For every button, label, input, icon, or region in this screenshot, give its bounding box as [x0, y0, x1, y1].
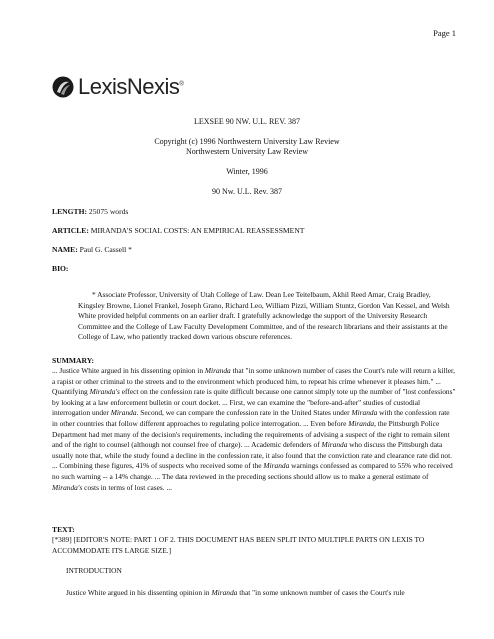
editor-note: [*389] [EDITOR'S NOTE: PART 1 OF 2. THIS DOCUMENT HAS BEEN SPLIT INTO MULTIPLE PARTS ON LEXIS TO ACCOMMODATE ITS LARGE SIZE.]: [52, 535, 425, 555]
bio-label: BIO:: [52, 264, 69, 273]
length-field: [52, 207, 452, 217]
case-name: Miranda: [351, 408, 378, 418]
summary-part: effect on the confession rate is quite difficult because one cannot simply tote up the number of "lost confessions" by looking at a law enforcement bulletin or court docket. ... First, we can examine the "before-and-after" studies of custodial interrogation under: [52, 387, 456, 418]
case-name: Miranda: [110, 408, 137, 418]
summary-part: ... Justice White argued in his dissenting opinion in: [52, 366, 205, 375]
text-field: [52, 525, 452, 535]
name-label: NAME:: [52, 245, 78, 254]
body-part: Justice White argued in his dissenting opinion in: [66, 588, 212, 597]
author-name: Paul G. Cassell *: [77, 245, 132, 254]
lexsee-cite: LEXSEE 90 NW. U.L. REV. 387: [194, 117, 300, 126]
article-field: [52, 226, 452, 236]
summary-text: [52, 366, 456, 493]
bio-field: [52, 264, 452, 274]
lexisnexis-logo-icon: [52, 76, 74, 98]
issue-date: Winter, 1996: [226, 167, 268, 176]
section-heading: INTRODUCTION: [66, 566, 122, 575]
case-name: Miranda: [211, 588, 238, 597]
page-number: Page 1: [433, 28, 456, 38]
summary-part: that "in some unknown number of cases the Court's rule will return a killer, a rapist or other criminal to the streets and to the environment which produced him, to repeat his crime whenever it pleases him." ... Quantifying: [52, 366, 456, 397]
bio-text: * Associate Professor, University of Utah College of Law. Dean Lee Teitelbaum, Akhil Reed Amar, Craig Bradley, Kingsley Browne, Lionel Frankel, Joseph Grano, Richard Leo, William Pizzi, William Stuntz, Gordon Van Kessel, and Welsh White provided helpful comments on an earlier draft. I gratefully acknowledge the support of the University Research Committee and the College of Law Faculty Development Committee, and of the research librarians and their assistants at the College of Law, who patiently tracked down various obscure references.: [78, 290, 450, 342]
logo-wordmark: [78, 74, 183, 100]
case-name: Miranda's: [89, 387, 120, 397]
summary-label: SUMMARY:: [52, 356, 95, 365]
summary-part: , the Pittsburgh Police Department had met many of the decision's requirements, including the requirements of advising a suspect of the right to remain silent and of the right to counsel (although not counsel free of charge). ... Academic defenders of: [52, 418, 450, 450]
name-field: [52, 245, 452, 255]
publisher-line: Northwestern University Law Review: [186, 147, 308, 156]
article-title: MIRANDA'S SOCIAL COSTS: AN EMPIRICAL REASSESSMENT: [88, 226, 305, 235]
text-label: TEXT:: [52, 525, 75, 534]
summary-part: warnings confessed as compared to 55% who received no such warning -- a 14% change. ... The data reviewed in the preceding sections should allow us to make a general estimate of: [52, 461, 453, 481]
logo-registered: ®: [179, 81, 184, 88]
logo-brand: LexisNexis: [78, 74, 180, 99]
case-name: Miranda: [263, 461, 290, 471]
case-name: Miranda: [204, 366, 231, 375]
case-name: Miranda: [348, 418, 375, 428]
body-part: that "in some unknown number of cases the Court's rule: [237, 588, 405, 597]
copyright-line: Copyright (c) 1996 Northwestern University Law Review: [154, 137, 340, 146]
summary-part: with the confession rate in other countries that follow different approaches to regulating police interrogation. ... Even before: [52, 408, 450, 428]
summary-part: who discuss the Pittsburgh data usually note that, while the study found a decline in the confession rate, it also found that the conviction rate and clearance rate did not. ... Combining these figures, 41% of suspects who received some of the: [52, 440, 452, 471]
summary-part: costs in terms of lost cases. ...: [82, 482, 173, 492]
length-label: LENGTH:: [52, 207, 88, 216]
summary-part: . Second, we can compare the confession rate in the United States under: [136, 408, 352, 418]
case-name: Miranda's: [52, 482, 83, 492]
lexisnexis-logo: [52, 74, 183, 100]
length-value: 25075 words: [87, 207, 129, 216]
summary-field: [52, 356, 452, 366]
body-paragraph: [52, 588, 456, 599]
article-label: ARTICLE:: [52, 226, 89, 235]
reporter-cite: 90 Nw. U.L. Rev. 387: [211, 187, 283, 196]
case-name: Miranda: [321, 440, 348, 450]
